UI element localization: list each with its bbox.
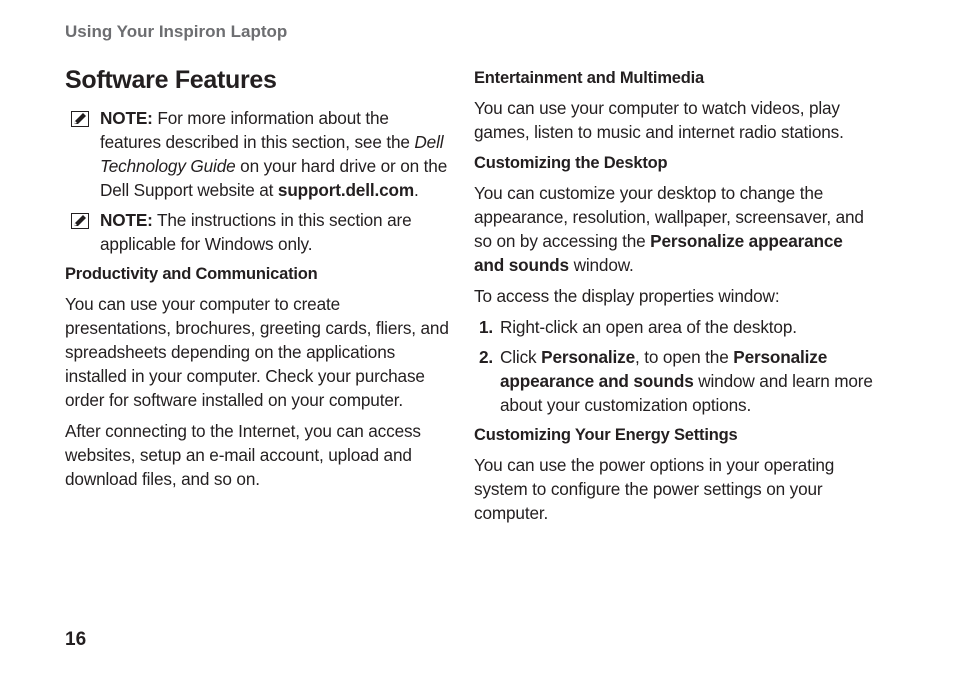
section-heading-energy: Customizing Your Energy Settings [474, 426, 738, 444]
personalize-window-name: Personalize appearance and sounds [500, 347, 828, 391]
note-text: For more information about the features described in this section, see the [100, 108, 415, 152]
personalize-command: Personalize [541, 347, 636, 367]
left-column [65, 64, 450, 498]
note-label: NOTE: [100, 210, 153, 230]
support-link[interactable]: support.dell.com [277, 180, 414, 200]
running-header: Using Your Inspiron Laptop [65, 22, 288, 41]
step-text: window and learn more about your customization options. [500, 371, 873, 415]
right-column [474, 66, 874, 532]
note-more-information [65, 106, 450, 202]
step-number: 2. [479, 347, 494, 367]
section-heading-entertainment: Entertainment and Multimedia [474, 69, 705, 87]
desktop-steps-list [474, 315, 874, 417]
step-number: 1. [479, 317, 494, 337]
page-number: 16 [65, 629, 87, 650]
desktop-paragraph-1 [474, 181, 874, 277]
productivity-paragraph-2: After connecting to the Internet, you can access websites, setup an e-mail account, upload and download files, and so on. [65, 421, 421, 489]
note-text: The instructions in this section are applicable for Windows only. [100, 210, 412, 254]
section-heading-productivity: Productivity and Communication [65, 265, 318, 283]
note-text-continued: on your hard drive or on the Dell Support website at [100, 156, 448, 200]
pencil-note-icon [71, 213, 89, 229]
productivity-paragraph-1: You can use your computer to create presentations, brochures, greeting cards, fliers, and spreadsheets depending on the applications installed in your computer. Check your purchase order for software installed on your computer. [65, 294, 449, 410]
guide-title: Dell Technology Guide [100, 132, 444, 176]
personalize-window-name: Personalize appearance and sounds [474, 231, 843, 275]
energy-paragraph: You can use the power options in your operating system to configure the power settings on your computer. [474, 455, 835, 523]
list-item [474, 345, 874, 417]
pencil-note-icon [71, 111, 89, 127]
desktop-text-end: window. [568, 255, 634, 275]
step-text: Click [500, 347, 542, 367]
note-windows-only [65, 208, 450, 256]
step-text: , to open the [635, 347, 734, 367]
step-text: Right-click an open area of the desktop. [500, 317, 797, 337]
note-period: . [414, 180, 419, 200]
list-item [474, 315, 874, 339]
entertainment-paragraph: You can use your computer to watch videos, play games, listen to music and internet radio stations. [474, 98, 844, 142]
section-heading-desktop: Customizing the Desktop [474, 154, 668, 172]
note-label: NOTE: [100, 108, 153, 128]
desktop-paragraph-2: To access the display properties window: [474, 286, 780, 306]
page-title: Software Features [65, 66, 277, 94]
desktop-text: You can customize your desktop to change the appearance, resolution, wallpaper, screensaver, and so on by accessing the [474, 183, 864, 251]
